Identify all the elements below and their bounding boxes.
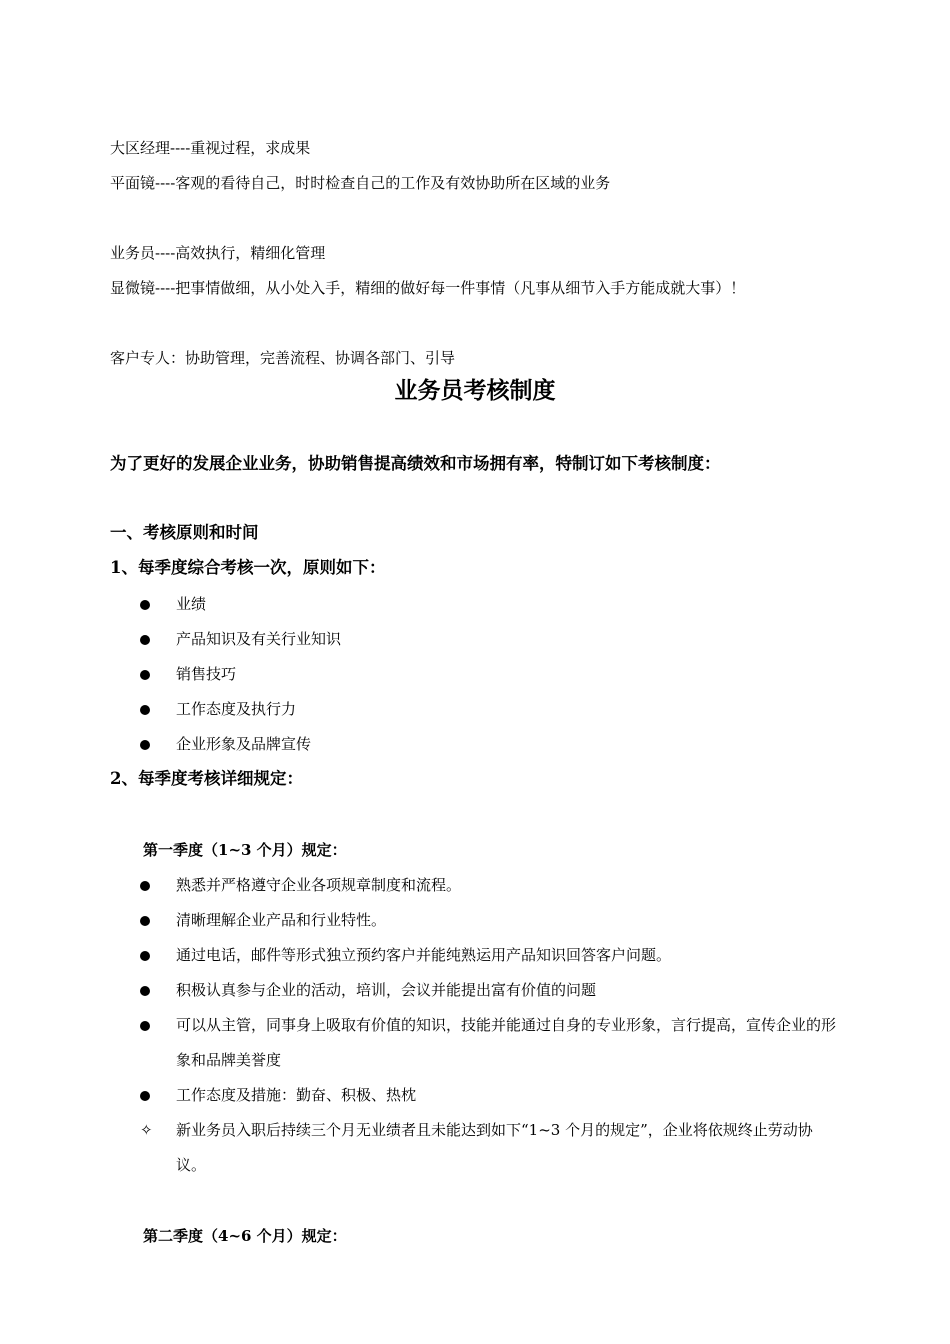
document-title: 业务员考核制度 xyxy=(394,377,556,404)
q2-heading: 第二季度（4~6 个月）规定： xyxy=(143,1227,347,1245)
q1-rule: 积极认真参与企业的活动，培训，会议并能提出富有价值的问题 xyxy=(176,981,597,999)
q1-rule: 工作态度及措施：勤奋、积极、热枕 xyxy=(176,1086,417,1104)
bullet-icon xyxy=(140,875,150,895)
section-heading-principles: 一、考核原则和时间 xyxy=(110,523,259,542)
intro-paragraph: 为了更好的发展企业业务，协助销售提高绩效和市场拥有率，特制订如下考核制度： xyxy=(110,454,721,473)
q1-rule: 可以从主管，同事身上吸取有价值的知识，技能并能通过自身的专业形象，言行提高，宣传企业的形象和品牌美誉度 xyxy=(176,1016,837,1069)
bullet-icon xyxy=(140,664,150,684)
role-line-regional-manager: 大区经理----重视过程，求成果 xyxy=(110,139,311,157)
diamond-bullet-icon: ✧ xyxy=(140,1121,153,1139)
item-quarterly-details: 2、每季度考核详细规定： xyxy=(110,769,303,788)
role-line-mirror: 平面镜----客观的看待自己，时时检查自己的工作及有效协助所在区域的业务 xyxy=(110,174,611,192)
role-line-customer-specialist: 客户专人：协助管理，完善流程、协调各部门、引导 xyxy=(110,349,456,367)
bullet-icon xyxy=(140,1085,150,1105)
principle-item: 企业形象及品牌宣传 xyxy=(176,735,312,753)
q1-rule: 清晰理解企业产品和行业特性。 xyxy=(176,911,387,929)
principle-item: 销售技巧 xyxy=(176,665,237,683)
bullet-icon xyxy=(140,910,150,930)
bullet-icon xyxy=(140,629,150,649)
bullet-icon xyxy=(140,699,150,719)
q1-termination-note: 新业务员入职后持续三个月无业绩者且未能达到如下“1~3 个月的规定”，企业将依规终止劳动协议。 xyxy=(176,1121,813,1174)
bullet-icon xyxy=(140,980,150,1000)
bullet-icon xyxy=(140,1015,150,1035)
role-line-salesperson: 业务员----高效执行，精细化管理 xyxy=(110,244,326,262)
principle-item: 产品知识及有关行业知识 xyxy=(176,630,342,648)
q1-rule: 熟悉并严格遵守企业各项规章制度和流程。 xyxy=(176,876,462,894)
principle-item: 工作态度及执行力 xyxy=(176,700,297,718)
item-quarterly-review: 1、每季度综合考核一次，原则如下： xyxy=(110,558,386,577)
q1-rule: 通过电话，邮件等形式独立预约客户并能纯熟运用产品知识回答客户问题。 xyxy=(176,946,672,964)
q1-heading: 第一季度（1~3 个月）规定： xyxy=(143,841,347,859)
bullet-icon xyxy=(140,594,150,614)
role-line-microscope: 显微镜----把事情做细，从小处入手，精细的做好每一件事情（凡事从细节入手方能成就大事）！ xyxy=(110,279,746,297)
bullet-icon xyxy=(140,945,150,965)
bullet-icon xyxy=(140,734,150,754)
principle-item: 业绩 xyxy=(176,595,207,613)
